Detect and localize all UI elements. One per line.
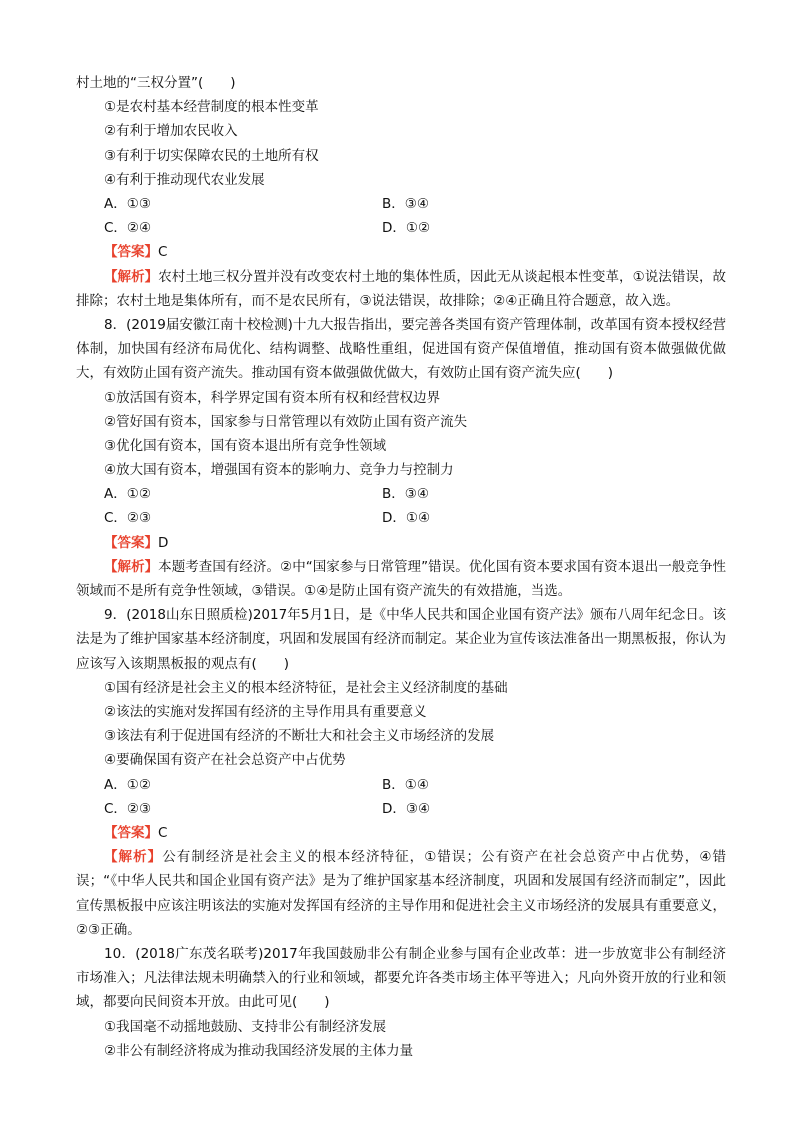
q9-answer <box>76 821 726 845</box>
q10-item-1: ①我国毫不动摇地鼓励、支持非公有制经济发展 <box>104 1018 387 1035</box>
q7-options-row-2 <box>76 216 726 240</box>
q7-option-c: C．②④ <box>104 220 152 237</box>
q9-option-c: C．②③ <box>104 800 152 817</box>
q9-item-3: ③该法有利于促进国有经济的不断壮大和社会主义市场经济的发展 <box>104 728 495 745</box>
q8-option-d: D．①④ <box>382 510 431 527</box>
q9-item-1: ①国有经济是社会主义的根本经济特征，是社会主义经济制度的基础 <box>104 679 508 696</box>
q10-item-2: ②非公有制经济将成为推动我国经济发展的主体力量 <box>104 1042 414 1059</box>
q9-analysis <box>76 845 726 942</box>
question-9 <box>76 603 726 942</box>
q8-item-2: ②管好国有资本，国家参与日常管理以有效防止国有资产流失 <box>104 413 468 430</box>
document-content <box>76 71 726 1063</box>
question-7 <box>76 71 726 313</box>
answer-tag: 【答案】 <box>104 824 158 841</box>
q8-item-4: ④放大国有资本，增强国有资本的影响力、竞争力与控制力 <box>104 462 454 479</box>
answer-value: C <box>158 824 168 841</box>
q8-options-row-2 <box>76 506 726 530</box>
q8-option-b: B．③④ <box>382 486 429 503</box>
q8-option-c: C．②③ <box>104 510 152 527</box>
q9-options-row-1 <box>76 773 726 797</box>
analysis-text: 农村土地三权分置并没有改变农村土地的集体性质，因此无从谈起根本性变革，①说法错误，故排除；农村土地是集体所有，而不是农民所有，③说法错误，故排除；②④正确且符合题意，故入选。 <box>76 268 726 309</box>
q8-answer <box>76 531 726 555</box>
q8-options-row-1 <box>76 482 726 506</box>
q8-item-1: ①放活国有资本，科学界定国有资本所有权和经营权边界 <box>104 389 441 406</box>
q9-option-d: D．③④ <box>382 800 431 817</box>
analysis-text: 本题考查国有经济。②中“国家参与日常管理”错误。优化国有资本要求国有资本退出一般竞争性领域而不是所有竞争性领域，③错误。①④是防止国有资产流失的有效措施，当选。 <box>76 558 727 600</box>
answer-value: C <box>158 244 168 261</box>
answer-tag: 【答案】 <box>104 534 158 551</box>
analysis-tag: 【解析】 <box>104 268 159 285</box>
analysis-tag: 【解析】 <box>104 558 159 575</box>
q7-item-1: ①是农村基本经营制度的根本性变革 <box>104 99 319 116</box>
q7-options-row-1 <box>76 192 726 216</box>
q7-item-3: ③有利于切实保障农民的土地所有权 <box>104 147 319 164</box>
q7-option-b: B．③④ <box>382 195 429 212</box>
answer-value: D <box>158 534 169 551</box>
q7-option-d: D．①② <box>382 220 431 237</box>
q9-stem: 9．(2018山东日照质检)2017年5月1日，是《中华人民共和国企业国有资产法》颁布八周年纪念日。该法是为了维护国家基本经济制度，巩固和发展国有经济而制定。某企业为宣传该法准备出一期黑板报，你认为应该写入该期黑板报的观点有( ) <box>76 607 726 672</box>
q8-stem: 8．(2019届安徽江南十校检测)十九大报告指出，要完善各类国有资产管理体制，改革国有资本授权经营体制，加快国有经济布局优化、结构调整、战略性重组，促进国有资产保值增值，推动国有资本做强做优做大，有效防止国有资产流失。推动国有资本做强做优做大，有效防止国有资产流失应( ) <box>76 316 726 382</box>
answer-tag: 【答案】 <box>104 244 158 261</box>
question-8 <box>76 313 726 603</box>
analysis-tag: 【解析】 <box>104 849 163 866</box>
q10-stem: 10．(2018广东茂名联考)2017年我国鼓励非公有制企业参与国有企业改革：进一步放宽非公有制经济市场准入；凡法律法规未明确禁入的行业和领域，都要允许各类市场主体平等进入；凡向外资开放的行业和领域，都要向民间资本开放。由此可见( ) <box>76 945 726 1011</box>
analysis-text: 公有制经济是社会主义的根本经济特征，①错误；公有资产在社会总资产中占优势，④错误；“《中华人民共和国企业国有资产法》是为了维护国家基本经济制度，巩固和发展国有经济而制定”，因此宣传黑板报中应该注明该法的实施对发挥国有经济的主导作用和促进社会主义市场经济的发展具有重要意义，②③正确。 <box>76 849 726 938</box>
q7-item-4: ④有利于推动现代农业发展 <box>104 171 265 188</box>
question-10 <box>76 942 726 1063</box>
q9-item-4: ④要确保国有资产在社会总资产中占优势 <box>104 752 346 769</box>
q8-option-a: A．①② <box>104 486 151 503</box>
q8-analysis <box>76 555 726 603</box>
q7-answer <box>76 240 726 264</box>
q7-stem: 村土地的“三权分置”( ) <box>76 75 236 91</box>
q9-item-2: ②该法的实施对发挥国有经济的主导作用具有重要意义 <box>104 704 427 721</box>
q9-option-b: B．①④ <box>382 776 429 793</box>
q7-item-2: ②有利于增加农民收入 <box>104 123 238 140</box>
q9-options-row-2 <box>76 797 726 821</box>
q7-option-a: A．①③ <box>104 195 151 212</box>
q7-analysis <box>76 265 726 313</box>
q8-item-3: ③优化国有资本，国有资本退出所有竞争性领域 <box>104 437 387 454</box>
q9-option-a: A．①② <box>104 776 151 793</box>
